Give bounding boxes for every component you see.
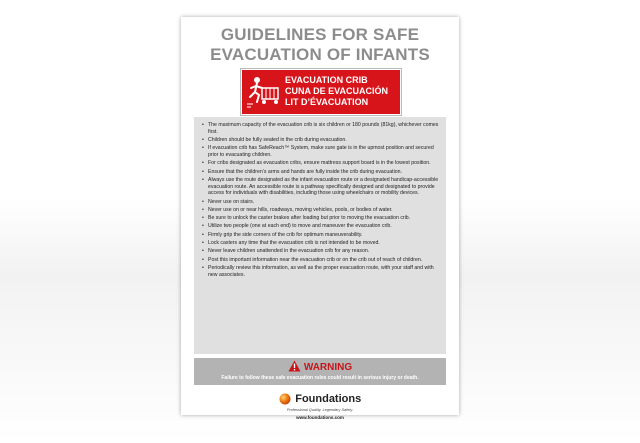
evacuation-crib-running-person-icon bbox=[245, 74, 283, 110]
poster-title-line1: GUIDELINES FOR SAFE bbox=[220, 25, 420, 44]
rule-item: • For cribs designated as evacuation cribs, ensure mattress support board is in the lowest position. bbox=[208, 160, 440, 167]
rule-item: • Lock casters any time that the evacuation crib is not intended to be moved. bbox=[208, 240, 440, 247]
brand-name: Foundations bbox=[295, 392, 362, 405]
rule-item: • Never leave children unattended in the evacuation crib for any reason. bbox=[208, 248, 440, 255]
orange-sphere-logo bbox=[279, 393, 291, 405]
guidelines-poster bbox=[181, 17, 459, 420]
warning-heading: WARNING bbox=[303, 362, 353, 373]
rule-item: • Firmly grip the side corners of the crib for optimum maneuverability. bbox=[208, 232, 440, 239]
warning-heading-row bbox=[194, 360, 446, 374]
rule-item: • Never use on or near hills, roadways, moving vehicles, pools, or bodies of water. bbox=[208, 207, 440, 214]
rule-item: • Never use on stairs. bbox=[208, 199, 440, 206]
rule-item: • Utilize two people (one at each end) to move and maneuver the evacuation crib. bbox=[208, 223, 440, 230]
rule-item: • The maximum capacity of the evacuation crib is six children or 180 pounds (81kg), whichever comes first. bbox=[208, 122, 440, 135]
rules-list bbox=[200, 122, 440, 278]
sign-line-french: LIT D’ÉVACUATION bbox=[285, 97, 369, 107]
brand-block bbox=[181, 390, 459, 420]
sign-text bbox=[285, 75, 388, 108]
brand-url: www.foundations.com bbox=[296, 415, 344, 420]
rule-item: • Periodically review this information, as well as the proper evacuation route, with your staff and with new associates. bbox=[208, 265, 440, 278]
warning-triangle-icon bbox=[288, 360, 301, 372]
warning-text: Failure to follow these safe evacuation rules could result in serious injury or death. bbox=[221, 375, 419, 381]
rules-panel bbox=[194, 117, 446, 354]
poster-title-line2: EVACUATION OF INFANTS bbox=[210, 45, 430, 64]
rule-item: • Ensure that the children’s arms and hands are fully inside the crib during evacuation. bbox=[208, 169, 440, 176]
sign-line-spanish: CUNA DE EVACUACIÓN bbox=[285, 86, 389, 96]
warning-box bbox=[194, 358, 446, 385]
rule-item: • If evacuation crib has SafeReach™ System, make sure gate is in the upmost position and secured prior to evacuating children. bbox=[208, 145, 440, 158]
brand-tagline: Professional Quality. Legendary Safety. bbox=[286, 408, 354, 412]
poster-title bbox=[181, 25, 459, 65]
sign-line-english: EVACUATION CRIB bbox=[285, 75, 368, 85]
rule-item: • Always use the route designated as the infant evacuation route or a designated handicap-accessible evacuation route. An accessible route is a pathway specifically designed and designated to provide access for individuals with disabilities, including those using wheelchairs or mobility devices. bbox=[208, 177, 440, 197]
rule-item: • Post this important information near the evacuation crib or on the crib out of reach of children. bbox=[208, 257, 440, 264]
rule-item: • Be sure to unlock the caster brakes after loading but prior to moving the evacuation crib. bbox=[208, 215, 440, 222]
evacuation-crib-sign bbox=[241, 69, 401, 115]
rule-item: • Children should be fully seated in the crib during evacuation. bbox=[208, 137, 440, 144]
